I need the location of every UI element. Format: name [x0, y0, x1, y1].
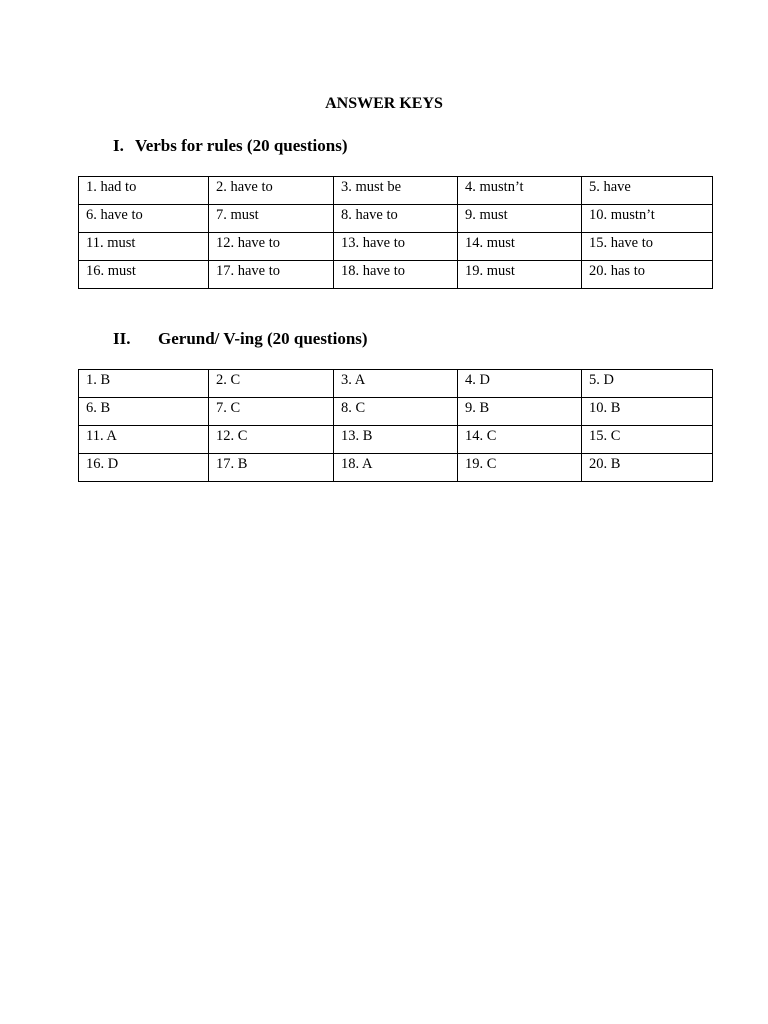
section-heading-gerund	[113, 328, 368, 350]
answer-cell: 1. had to	[79, 177, 209, 205]
table-row	[79, 177, 713, 205]
answer-cell: 2. C	[209, 370, 334, 398]
answer-cell: 13. have to	[334, 233, 458, 261]
answer-cell: 20. B	[582, 454, 713, 482]
answer-cell: 4. mustn’t	[458, 177, 582, 205]
answer-table-verbs-for-rules	[78, 176, 713, 289]
answer-cell: 16. D	[79, 454, 209, 482]
answer-cell: 19. C	[458, 454, 582, 482]
table-row	[79, 205, 713, 233]
answer-cell: 8. have to	[334, 205, 458, 233]
section-title: Verbs for rules (20 questions)	[135, 136, 348, 155]
answer-cell: 5. D	[582, 370, 713, 398]
answer-cell: 4. D	[458, 370, 582, 398]
table-row	[79, 426, 713, 454]
answer-cell: 2. have to	[209, 177, 334, 205]
answer-cell: 11. A	[79, 426, 209, 454]
answer-cell: 14. must	[458, 233, 582, 261]
answer-cell: 17. B	[209, 454, 334, 482]
answer-cell: 9. B	[458, 398, 582, 426]
answer-cell: 15. C	[582, 426, 713, 454]
answer-cell: 10. B	[582, 398, 713, 426]
answer-table-gerund	[78, 369, 713, 482]
answer-cell: 1. B	[79, 370, 209, 398]
answer-cell: 7. C	[209, 398, 334, 426]
section-title: Gerund/ V-ing (20 questions)	[158, 329, 368, 348]
answer-cell: 13. B	[334, 426, 458, 454]
answer-cell: 6. B	[79, 398, 209, 426]
answer-cell: 19. must	[458, 261, 582, 289]
answer-cell: 8. C	[334, 398, 458, 426]
table-row	[79, 370, 713, 398]
answer-cell: 18. A	[334, 454, 458, 482]
section-number: II.	[113, 329, 131, 348]
answer-cell: 17. have to	[209, 261, 334, 289]
answer-cell: 11. must	[79, 233, 209, 261]
answer-cell: 20. has to	[582, 261, 713, 289]
answer-cell: 3. must be	[334, 177, 458, 205]
table-row	[79, 261, 713, 289]
answer-cell: 7. must	[209, 205, 334, 233]
section-heading-verbs-for-rules	[113, 135, 348, 157]
table-row	[79, 398, 713, 426]
page-title: ANSWER KEYS	[325, 95, 443, 112]
answer-cell: 14. C	[458, 426, 582, 454]
answer-cell: 3. A	[334, 370, 458, 398]
table-row	[79, 233, 713, 261]
answer-cell: 5. have	[582, 177, 713, 205]
answer-cell: 15. have to	[582, 233, 713, 261]
answer-cell: 12. have to	[209, 233, 334, 261]
answer-cell: 9. must	[458, 205, 582, 233]
answer-cell: 12. C	[209, 426, 334, 454]
section-number: I.	[113, 136, 124, 155]
table-row	[79, 454, 713, 482]
answer-cell: 18. have to	[334, 261, 458, 289]
answer-cell: 10. mustn’t	[582, 205, 713, 233]
answer-cell: 6. have to	[79, 205, 209, 233]
answer-cell: 16. must	[79, 261, 209, 289]
